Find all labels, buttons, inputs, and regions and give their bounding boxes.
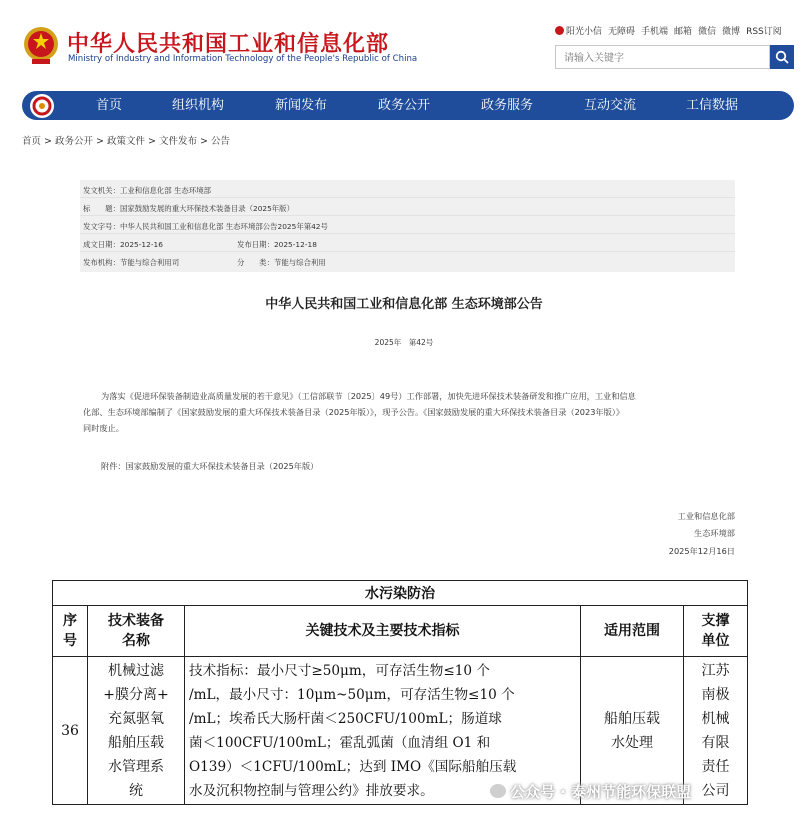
info-category: 分 类：节能与综合利用 bbox=[237, 258, 326, 267]
row-seq: 36 bbox=[53, 657, 88, 805]
attachment-link[interactable]: 附件：国家鼓励发展的重大环保技术装备目录（2025年版） bbox=[101, 461, 319, 471]
top-links bbox=[555, 24, 782, 37]
signature-date: 2025年12月16日 bbox=[668, 546, 735, 556]
nav-item-government-services[interactable]: 政务服务 bbox=[481, 98, 534, 113]
equipment-table bbox=[52, 580, 748, 805]
search-input[interactable] bbox=[562, 48, 766, 70]
breadcrumb[interactable]: 首页 > 政务公开 > 政策文件 > 文件发布 > 公告 bbox=[22, 136, 230, 147]
top-link-rss[interactable]: RSS订阅 bbox=[746, 27, 782, 37]
table-caption: 水污染防治 bbox=[53, 581, 748, 606]
top-link-wechat[interactable]: 微信 bbox=[698, 27, 717, 37]
search-box bbox=[555, 45, 770, 69]
row-org: 江苏 南极 机械 有限 责任 公司 bbox=[684, 657, 748, 805]
info-title: 标 题：国家鼓励发展的重大环保技术装备目录（2025年版） bbox=[83, 204, 294, 213]
document-number: 2025年 第42号 bbox=[374, 338, 434, 347]
sunshine-icon bbox=[555, 26, 564, 35]
info-written-date: 成文日期：2025-12-16 bbox=[83, 240, 163, 249]
site-subtitle: Ministry of Industry and Information Technology of the People's Republic of China bbox=[68, 54, 418, 64]
nav-item-home[interactable]: 首页 bbox=[96, 98, 123, 113]
site-title[interactable]: 中华人民共和国工业和信息化部 bbox=[67, 32, 390, 57]
body-paragraph-line-2: 化部、生态环境部编制了《国家鼓励发展的重大环保技术装备目录（2025年版）》，现予公告。《国家鼓励发展的重大环保技术装备目录（2023年版）》 bbox=[83, 407, 625, 417]
body-paragraph-line-3: 同时废止。 bbox=[83, 423, 124, 433]
row-scope: 船舶压载 水处理 bbox=[581, 657, 684, 805]
nav-item-news[interactable]: 新闻发布 bbox=[275, 98, 328, 113]
ministry-logo-icon[interactable] bbox=[30, 94, 54, 118]
top-link-mail[interactable]: 邮箱 bbox=[674, 27, 693, 37]
signature-miit: 工业和信息化部 bbox=[677, 511, 735, 521]
national-emblem-icon bbox=[22, 25, 60, 65]
top-link-weibo[interactable]: 微博 bbox=[722, 27, 741, 37]
info-issuer: 发文机关：工业和信息化部 生态环境部 bbox=[83, 186, 211, 195]
wechat-watermark-icon bbox=[490, 784, 506, 798]
search-icon bbox=[775, 50, 789, 64]
top-link-mobile[interactable]: 手机端 bbox=[641, 27, 669, 37]
body-paragraph-line-1: 为落实《促进环保装备制造业高质量发展的若干意见》（工信部联节〔2025〕49号）工作部署，加快先进环保技术装备研发和推广应用，工业和信息 bbox=[101, 391, 636, 401]
info-doc-number: 发文字号：中华人民共和国工业和信息化部 生态环境部公告2025年第42号 bbox=[83, 222, 328, 231]
top-link-sunshine[interactable]: 阳光小信 bbox=[555, 24, 602, 37]
nav-item-government-affairs[interactable]: 政务公开 bbox=[378, 98, 431, 113]
search-button[interactable] bbox=[770, 45, 794, 69]
document-title: 中华人民共和国工业和信息化部 生态环境部公告 bbox=[265, 297, 543, 312]
header-name: 技术装备 名称 bbox=[88, 606, 185, 657]
info-publisher: 发布机构：节能与综合利用司 bbox=[83, 258, 180, 267]
header-scope: 适用范围 bbox=[581, 606, 684, 657]
nav-item-interaction[interactable]: 互动交流 bbox=[584, 98, 637, 113]
watermark: 公众号 · 泰州节能环保联盟 bbox=[510, 783, 692, 801]
top-link-accessibility[interactable]: 无障碍 bbox=[608, 27, 636, 37]
header-org: 支撑 单位 bbox=[684, 606, 748, 657]
nav-item-data[interactable]: 工信数据 bbox=[686, 98, 739, 113]
info-publish-date: 发布日期：2025-12-18 bbox=[237, 240, 317, 249]
row-name: 机械过滤 +膜分离+ 充氮驱氧 船舶压载 水管理系 统 bbox=[88, 657, 185, 805]
nav-item-organization[interactable]: 组织机构 bbox=[172, 98, 225, 113]
signature-mee: 生态环境部 bbox=[694, 528, 735, 538]
header-tech: 关键技术及主要技术指标 bbox=[185, 606, 581, 657]
header-seq: 序 号 bbox=[53, 606, 88, 657]
row-tech: 技术指标：最小尺寸≥50μm，可存活生物≤10 个 /mL，最小尺寸：10μm~50μm，可存活生物≤10 个 /mL；埃希氏大肠杆菌＜250CFU/100mL；肠道球 菌＜100CFU/100mL；霍乱弧菌（血清组 O1 和 O139）＜1CFU/100mL；达到 IMO《国际船舶压载 水及沉积物控制与管理公约》排放要求。 bbox=[185, 657, 581, 805]
